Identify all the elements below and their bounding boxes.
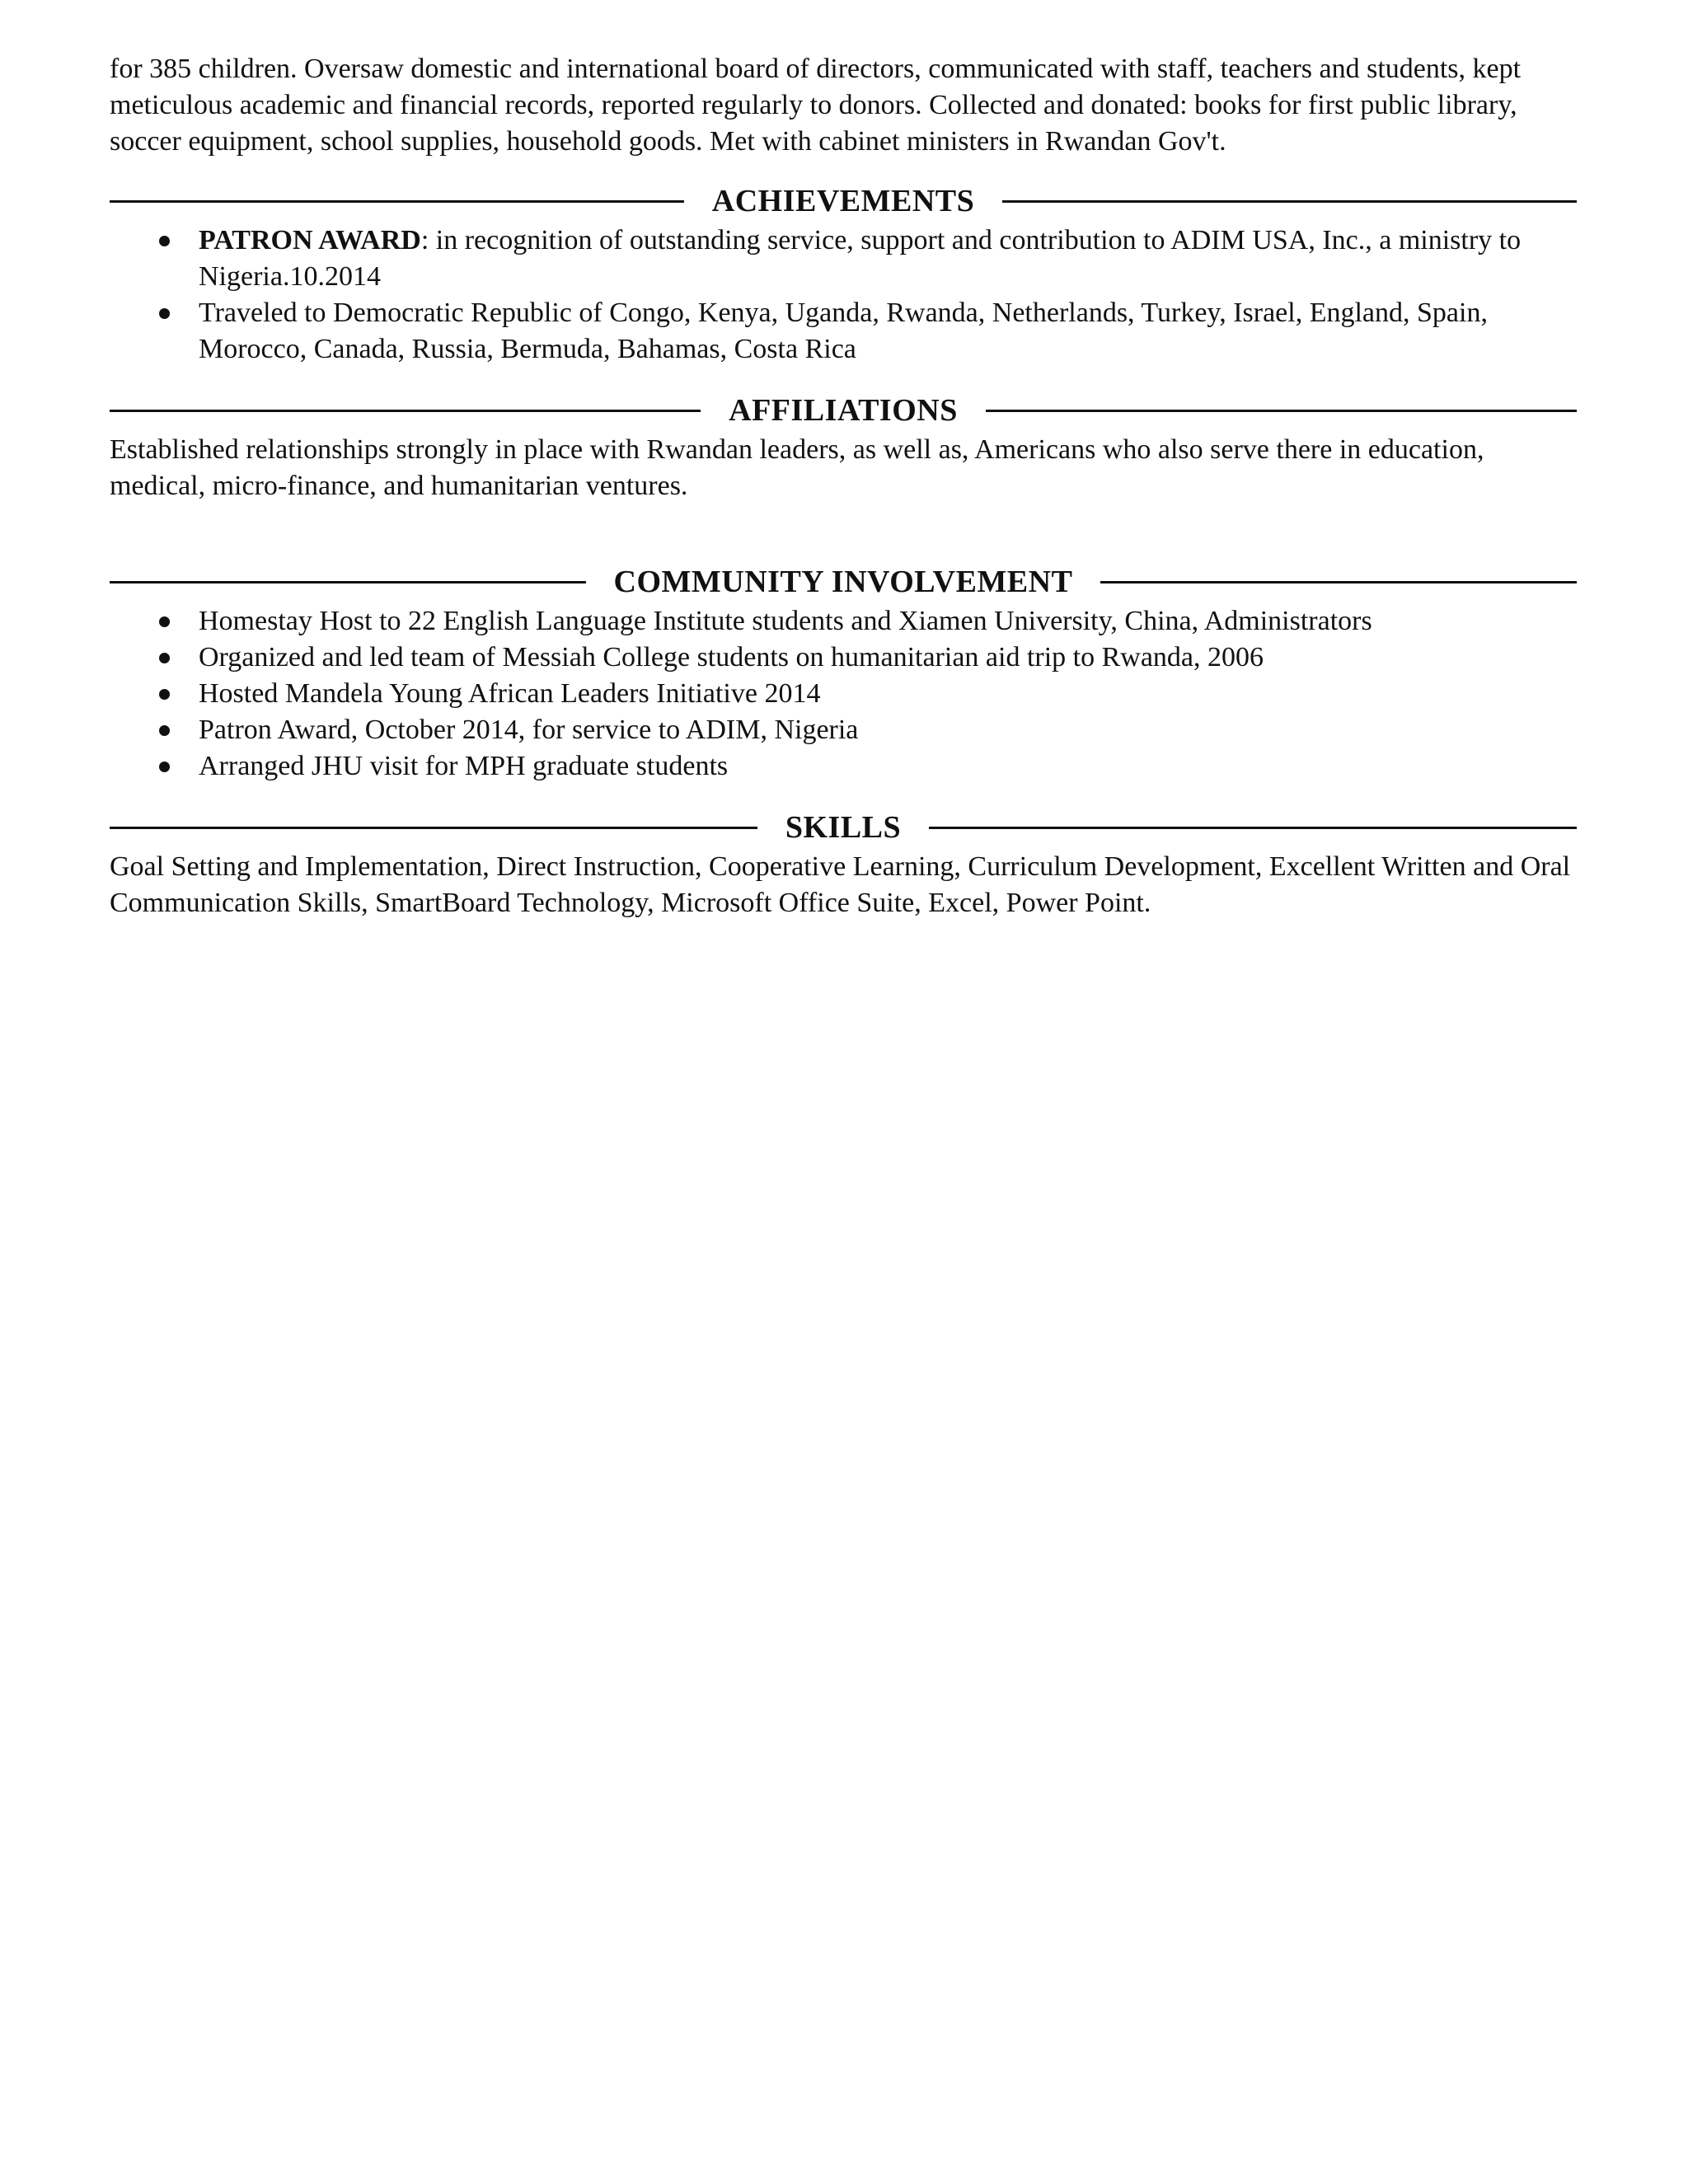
affiliations-heading — [110, 389, 1577, 432]
heading-rule-right — [929, 827, 1577, 829]
achievement-bold-label: PATRON AWARD — [199, 225, 421, 255]
bullet-icon — [159, 762, 170, 772]
resume-page — [110, 51, 1577, 921]
heading-rule-left — [110, 581, 586, 583]
achievements-heading — [110, 180, 1577, 223]
community-heading — [110, 560, 1577, 603]
bullet-icon — [159, 689, 170, 700]
achievements-list — [110, 223, 1577, 368]
heading-rule-left — [110, 200, 684, 203]
bullet-icon — [159, 725, 170, 736]
list-item — [110, 223, 1577, 295]
community-list — [110, 603, 1577, 785]
list-item — [110, 640, 1577, 676]
bullet-icon — [159, 653, 170, 663]
list-item — [110, 712, 1577, 748]
heading-rule-left — [110, 410, 701, 412]
affiliations-title: AFFILIATIONS — [729, 393, 958, 428]
community-item-text: Organized and led team of Messiah College students on humanitarian aid trip to Rwanda, 2006 — [199, 642, 1264, 673]
bullet-icon — [159, 236, 170, 246]
bullet-icon — [159, 308, 170, 319]
list-item — [110, 748, 1577, 785]
community-item-text: Homestay Host to 22 English Language Institute students and Xiamen University, China, Administrators — [199, 606, 1372, 636]
community-item-text: Patron Award, October 2014, for service to ADIM, Nigeria — [199, 715, 859, 745]
skills-title: SKILLS — [785, 810, 902, 845]
heading-rule-right — [1100, 581, 1577, 583]
list-item — [110, 603, 1577, 640]
community-title: COMMUNITY INVOLVEMENT — [613, 565, 1073, 599]
achievement-text: : in recognition of outstanding service, support and contribution to ADIM USA, Inc., a ministry to Nigeria.10.2014 — [199, 225, 1522, 292]
achievements-title: ACHIEVEMENTS — [711, 184, 975, 218]
intro-paragraph: for 385 children. Oversaw domestic and international board of directors, communicated with staff, teachers and students, kept meticulous academic and financial records, reported regularly to donors. Collected and donated: books for first public library, soccer equipment, school supplies, household goods. Met with cabinet ministers in Rwandan Gov't. — [110, 54, 1522, 157]
community-item-text: Arranged JHU visit for MPH graduate students — [199, 751, 729, 781]
list-item — [110, 676, 1577, 712]
heading-rule-left — [110, 827, 757, 829]
community-item-text: Hosted Mandela Young African Leaders Initiative 2014 — [199, 678, 821, 709]
heading-rule-right — [1002, 200, 1577, 203]
heading-rule-right — [986, 410, 1577, 412]
skills-heading — [110, 806, 1577, 849]
achievement-text: Traveled to Democratic Republic of Congo, Kenya, Uganda, Rwanda, Netherlands, Turkey, Israel, England, Spain, Morocco, Canada, Russia, Bermuda, Bahamas, Costa Rica — [199, 298, 1488, 364]
bullet-icon — [159, 616, 170, 627]
list-item — [110, 295, 1577, 368]
skills-paragraph: Goal Setting and Implementation, Direct Instruction, Cooperative Learning, Curriculum Development, Excellent Written and Oral Communication Skills, SmartBoard Technology, Microsoft Office Suite, Excel, Power Point. — [110, 851, 1571, 918]
affiliations-paragraph: Established relationships strongly in place with Rwandan leaders, as well as, Americans who also serve there in education, medical, micro-finance, and humanitarian ventures. — [110, 434, 1484, 501]
